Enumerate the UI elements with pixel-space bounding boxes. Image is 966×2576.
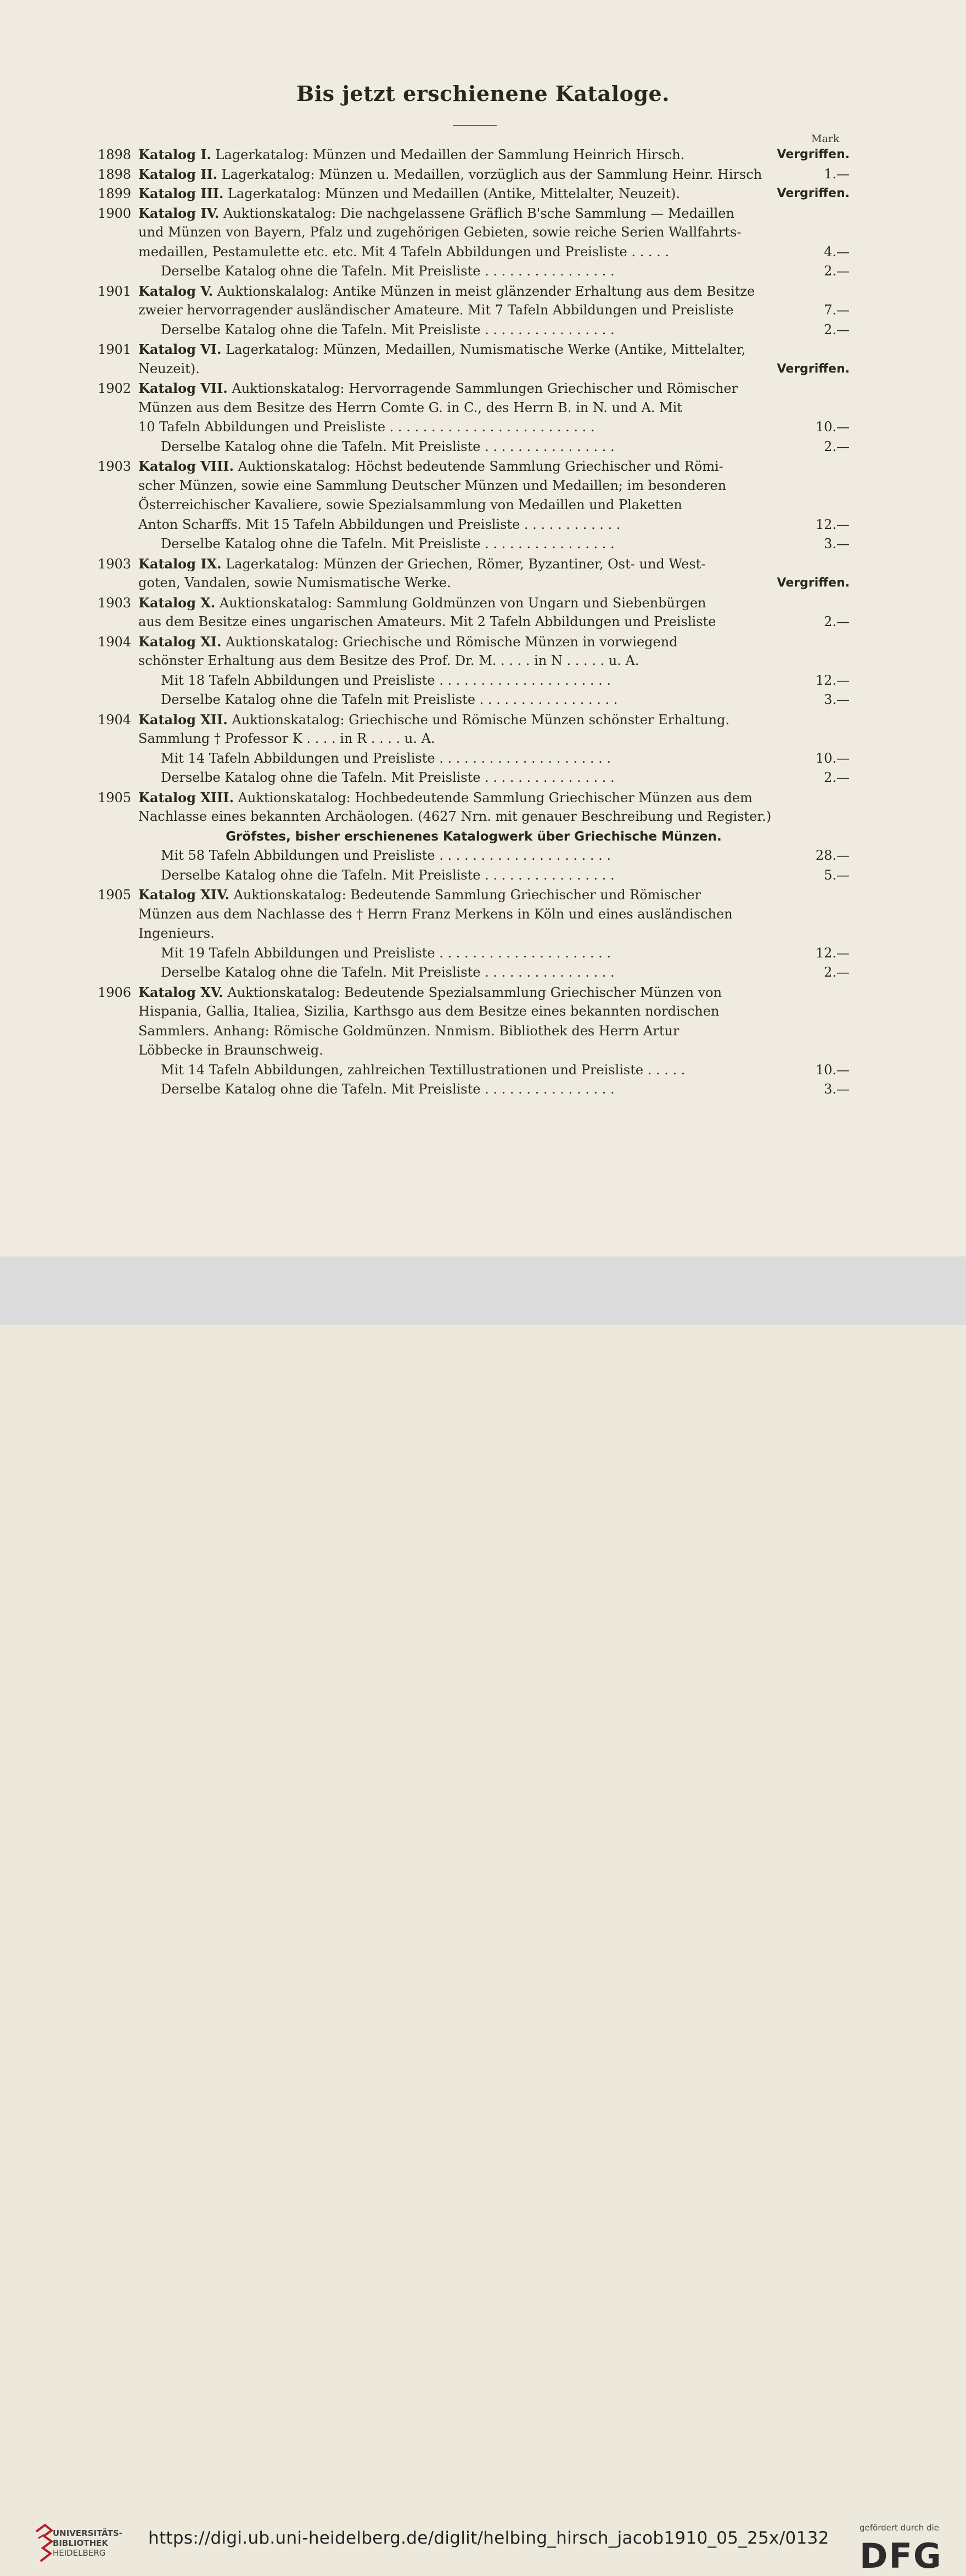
catalog-line xyxy=(98,359,850,379)
line-text: Auktionskatalog: Griechische und Römische Münzen schönster Erhaltung. xyxy=(227,712,730,728)
catalog-line xyxy=(98,632,850,652)
catalog-line xyxy=(98,495,850,515)
library-name-line2: BIBLIOTHEK xyxy=(53,2538,108,2548)
line-text: Derselbe Katalog ohne die Tafeln. Mit Preisliste . . . . . . . . . . . . . . . . xyxy=(161,263,615,279)
line-text: Derselbe Katalog ohne die Tafeln. Mit Preisliste . . . . . . . . . . . . . . . . xyxy=(161,965,615,980)
catalog-line xyxy=(98,320,850,340)
price-column-header: Mark xyxy=(811,133,840,145)
catalog-line xyxy=(98,944,850,963)
line-body xyxy=(138,359,200,379)
library-name xyxy=(53,2528,122,2558)
price-value: 12.— xyxy=(815,516,850,532)
catalog-number: Katalog XIV. xyxy=(138,887,229,903)
line-text: Mit 18 Tafeln Abbildungen und Preisliste . . . . . . . . . . . . . . . . . . . . . xyxy=(161,672,611,688)
line-body xyxy=(138,924,215,944)
catalog-list xyxy=(98,145,850,1100)
line-text: Mit 14 Tafeln Abbildungen und Preisliste . . . . . . . . . . . . . . . . . . . . . xyxy=(161,750,611,766)
price-value: 2.— xyxy=(824,965,850,980)
catalog-line xyxy=(98,963,850,983)
line-body xyxy=(98,983,722,1003)
line-body xyxy=(161,768,615,788)
line-body xyxy=(138,223,741,243)
line-text: Lagerkatalog: Münzen, Medaillen, Numismatische Werke (Antike, Mittelalter, xyxy=(221,342,746,357)
line-text: Löbbecke in Braunschweig. xyxy=(138,1042,323,1058)
line-body xyxy=(161,866,615,886)
catalog-number: Katalog XV. xyxy=(138,984,223,1000)
catalog-line xyxy=(98,651,850,671)
line-text: medaillen, Pestamulette etc. etc. Mit 4 Tafeln Abbildungen und Preisliste . . . . . xyxy=(138,244,670,260)
catalog-line xyxy=(98,204,850,223)
catalog-year: 1898 xyxy=(98,166,132,182)
line-body xyxy=(161,534,615,554)
line-body xyxy=(138,495,682,515)
catalog-year: 1904 xyxy=(98,634,132,650)
line-text: goten, Vandalen, sowie Numismatische Werke. xyxy=(138,575,451,590)
catalog-line xyxy=(98,534,850,554)
line-text: Auktionskatalog: Hervorragende Sammlungen Griechischer und Römischer xyxy=(227,381,738,396)
dfg-logo: DFG xyxy=(860,2536,942,2576)
catalog-line xyxy=(98,476,850,496)
catalog-year: 1903 xyxy=(98,459,132,474)
line-body xyxy=(98,827,850,847)
line-body xyxy=(98,340,745,360)
price-value: 4.— xyxy=(824,244,850,260)
catalog-number: Katalog VIII. xyxy=(138,458,234,474)
catalog-line xyxy=(98,924,850,944)
catalog-line xyxy=(98,515,850,535)
line-text: Derselbe Katalog ohne die Tafeln mit Preisliste . . . . . . . . . . . . . . . . . xyxy=(161,692,618,707)
line-text: Auktionskatalog: Die nachgelassene Gräflich B'sche Sammlung — Medaillen xyxy=(219,205,734,221)
catalog-line xyxy=(98,827,850,847)
catalog-line xyxy=(98,1002,850,1022)
line-text: Derselbe Katalog ohne die Tafeln. Mit Preisliste . . . . . . . . . . . . . . . . xyxy=(161,770,615,785)
catalog-line xyxy=(98,749,850,769)
price-value: 3.— xyxy=(824,536,850,551)
line-text: Mit 19 Tafeln Abbildungen und Preisliste . . . . . . . . . . . . . . . . . . . . . xyxy=(161,945,611,961)
line-body xyxy=(138,418,595,437)
catalog-line xyxy=(98,905,850,925)
library-name-line1: UNIVERSITÄTS- xyxy=(53,2528,122,2538)
line-body xyxy=(161,437,615,457)
catalog-number: Katalog II. xyxy=(138,166,218,182)
catalog-line xyxy=(98,398,850,418)
catalog-line xyxy=(98,184,850,204)
catalog-line xyxy=(98,690,850,710)
line-text: Hispania, Gallia, Italiea, Sizilia, Karthsgo aus dem Besitze eines bekannten nordischen xyxy=(138,1004,720,1019)
price-value: 5.— xyxy=(824,867,850,883)
catalog-year: 1900 xyxy=(98,205,132,221)
catalog-line xyxy=(98,729,850,749)
line-text: aus dem Besitze eines ungarischen Amateurs. Mit 2 Tafeln Abbildungen und Preisliste xyxy=(138,614,716,629)
line-text: Mit 14 Tafeln Abbildungen, zahlreichen Textillustrationen und Preisliste . . . . . xyxy=(161,1062,686,1078)
line-body xyxy=(161,963,615,983)
out-of-print-status: Vergriffen. xyxy=(777,187,850,200)
catalog-line xyxy=(98,1041,850,1061)
line-text: Münzen aus dem Nachlasse des † Herrn Franz Merkens in Köln und eines ausländischen xyxy=(138,906,733,922)
line-text: scher Münzen, sowie eine Sammlung Deutscher Münzen und Medaillen; im besonderen xyxy=(138,477,727,493)
line-body xyxy=(138,612,716,632)
catalog-year: 1901 xyxy=(98,283,132,299)
line-body xyxy=(138,1041,323,1061)
catalog-year: 1906 xyxy=(98,984,132,1000)
line-body xyxy=(161,1061,685,1080)
catalog-line xyxy=(98,165,850,184)
line-text: Auktionskatalog: Griechische und Römische Münzen in vorwiegend xyxy=(221,634,678,650)
line-text: Anton Scharffs. Mit 15 Tafeln Abbildungen und Preisliste . . . . . . . . . . . . xyxy=(138,516,621,532)
line-body xyxy=(161,846,611,866)
library-name-line3: HEIDELBERG xyxy=(53,2548,106,2558)
catalog-line xyxy=(98,612,850,632)
line-body xyxy=(98,788,752,808)
line-body xyxy=(138,398,682,418)
catalog-line xyxy=(98,573,850,593)
catalog-year: 1903 xyxy=(98,556,132,572)
price-value: 12.— xyxy=(815,945,850,961)
price-value: 1.— xyxy=(824,166,850,182)
catalog-line xyxy=(98,281,850,301)
catalog-line xyxy=(98,1061,850,1080)
catalog-line xyxy=(98,456,850,476)
line-text: schönster Erhaltung aus dem Besitze des Prof. Dr. M. . . . . in N . . . . . u. A. xyxy=(138,653,639,668)
line-text: Auktionskatalog: Sammlung Goldmünzen von Ungarn und Siebenbürgen xyxy=(215,595,706,611)
catalog-number: Katalog X. xyxy=(138,594,216,611)
line-body xyxy=(138,807,771,827)
catalog-line xyxy=(98,866,850,886)
catalog-number: Katalog I. xyxy=(138,146,211,162)
title-divider xyxy=(453,125,497,126)
price-value: 2.— xyxy=(824,438,850,454)
line-text: Derselbe Katalog ohne die Tafeln. Mit Preisliste . . . . . . . . . . . . . . . . xyxy=(161,438,615,454)
line-text: Ingenieurs. xyxy=(138,926,215,941)
catalog-line xyxy=(98,554,850,574)
catalog-line xyxy=(98,1022,850,1041)
line-body xyxy=(161,944,611,963)
catalog-number: Katalog III. xyxy=(138,185,224,201)
catalog-line xyxy=(98,1080,850,1100)
funder-label: gefördert durch die xyxy=(860,2523,939,2533)
line-body xyxy=(138,1022,679,1041)
line-body xyxy=(98,145,684,165)
university-library-logo-icon xyxy=(33,2522,55,2566)
line-body xyxy=(138,301,733,320)
catalog-line xyxy=(98,379,850,398)
price-value: 12.— xyxy=(815,672,850,688)
line-body xyxy=(138,476,726,496)
line-body xyxy=(98,632,678,652)
catalog-line xyxy=(98,846,850,866)
line-body xyxy=(98,204,734,224)
catalog-number: Katalog XI. xyxy=(138,633,222,650)
line-text: Auktionskatalog: Höchst bedeutende Sammlung Griechischer und Römi- xyxy=(233,459,723,474)
line-body xyxy=(138,515,620,535)
price-value: 2.— xyxy=(824,263,850,279)
line-body xyxy=(138,651,639,671)
catalog-line xyxy=(98,593,850,613)
price-value: 3.— xyxy=(824,692,850,707)
catalog-line xyxy=(98,788,850,808)
catalog-line xyxy=(98,807,850,827)
line-text: Lagerkatalog: Münzen und Medaillen (Antike, Mittelalter, Neuzeit). xyxy=(223,186,680,201)
line-body xyxy=(138,905,733,925)
line-text: zweier hervorragender ausländischer Amateure. Mit 7 Tafeln Abbildungen und Preisliste xyxy=(138,302,734,318)
catalog-line xyxy=(98,340,850,359)
catalog-line xyxy=(98,145,850,165)
catalog-number: Katalog IV. xyxy=(138,205,220,221)
price-value: 10.— xyxy=(815,419,850,435)
line-text: Lagerkatalog: Münzen der Griechen, Römer, Byzantiner, Ost- und West- xyxy=(221,556,706,572)
price-value: 2.— xyxy=(824,322,850,337)
catalog-number: Katalog XII. xyxy=(138,711,228,728)
line-text: Derselbe Katalog ohne die Tafeln. Mit Preisliste . . . . . . . . . . . . . . . . xyxy=(161,536,615,551)
catalog-line xyxy=(98,983,850,1002)
catalog-number: Katalog IX. xyxy=(138,555,222,572)
out-of-print-status: Vergriffen. xyxy=(777,362,850,376)
line-text: Sammlung † Professor K . . . . in R . . . . u. A. xyxy=(138,731,435,746)
line-text: Auktionskatalog: Bedeutende Spezialsammlung Griechischer Münzen von xyxy=(223,984,722,1000)
line-body xyxy=(138,573,451,593)
catalog-number: Katalog XIII. xyxy=(138,789,234,805)
line-text: Sammlers. Anhang: Römische Goldmünzen. Nnmism. Bibliothek des Herrn Artur xyxy=(138,1023,679,1039)
page-title: Bis jetzt erschienene Kataloge. xyxy=(296,81,670,106)
line-body xyxy=(161,320,615,340)
footer-bar xyxy=(0,1256,966,2576)
line-body xyxy=(161,1080,615,1100)
catalog-year: 1901 xyxy=(98,342,132,357)
catalog-line xyxy=(98,418,850,437)
price-value: 2.— xyxy=(824,614,850,629)
price-value: 2.— xyxy=(824,770,850,785)
line-text: Derselbe Katalog ohne die Tafeln. Mit Preisliste . . . . . . . . . . . . . . . . xyxy=(161,322,615,337)
catalog-page xyxy=(0,0,966,1256)
line-body xyxy=(98,456,723,477)
line-body xyxy=(98,554,705,574)
line-text: Auktionskatalog: Hochbedeutende Sammlung Griechischer Münzen aus dem xyxy=(233,790,752,805)
catalog-year: 1899 xyxy=(98,186,132,201)
line-body xyxy=(98,184,680,204)
catalog-line xyxy=(98,301,850,320)
catalog-line xyxy=(98,885,850,905)
line-text: Auktionskatalog: Bedeutende Sammlung Griechischer und Römischer xyxy=(229,887,701,903)
line-body xyxy=(98,885,701,905)
line-body xyxy=(98,281,755,302)
line-text: Österreichischer Kavaliere, sowie Spezialsammlung von Medaillen und Plaketten xyxy=(138,497,682,512)
line-text: Derselbe Katalog ohne die Tafeln. Mit Preisliste . . . . . . . . . . . . . . . . xyxy=(161,1081,615,1097)
catalog-line xyxy=(98,437,850,457)
line-body xyxy=(161,262,615,281)
line-text: 10 Tafeln Abbildungen und Preisliste . . . . . . . . . . . . . . . . . . . . . . . . . xyxy=(138,419,595,435)
line-body xyxy=(161,671,611,691)
catalog-year: 1903 xyxy=(98,595,132,611)
line-body xyxy=(161,690,617,710)
out-of-print-status: Vergriffen. xyxy=(777,148,850,161)
line-body xyxy=(138,1002,720,1022)
line-body xyxy=(98,710,729,730)
catalog-line xyxy=(98,671,850,691)
line-text: Mit 58 Tafeln Abbildungen und Preisliste . . . . . . . . . . . . . . . . . . . . . xyxy=(161,848,611,863)
catalog-line xyxy=(98,710,850,730)
line-text: und Münzen von Bayern, Pfalz und zugehörigen Gebieten, sowie reiche Serien Wallfahrts- xyxy=(138,224,742,240)
price-value: 7.— xyxy=(824,302,850,318)
line-text: Münzen aus dem Besitze des Herrn Comte G. in C., des Herrn B. in N. und A. Mit xyxy=(138,399,682,415)
line-body xyxy=(98,593,706,613)
catalog-year: 1904 xyxy=(98,712,132,728)
catalog-year: 1905 xyxy=(98,790,132,805)
line-body xyxy=(138,243,669,262)
line-body xyxy=(98,379,738,399)
permalink-url[interactable]: https://digi.ub.uni-heidelberg.de/diglit/helbing_hirsch_jacob1910_05_25x/0132 xyxy=(148,2528,829,2548)
catalog-line xyxy=(98,262,850,281)
line-text: Lagerkatalog: Münzen und Medaillen der Sammlung Heinrich Hirsch. xyxy=(211,147,685,162)
catalog-number: Katalog VI. xyxy=(138,341,222,357)
line-body xyxy=(138,729,435,749)
price-value: 3.— xyxy=(824,1081,850,1097)
line-text: Auktionskalalog: Antike Münzen in meist glänzender Erhaltung aus dem Besitze xyxy=(213,283,755,299)
catalog-year: 1898 xyxy=(98,147,132,162)
catalog-number: Katalog V. xyxy=(138,283,214,299)
price-value: 28.— xyxy=(815,848,850,863)
line-body xyxy=(98,165,762,185)
out-of-print-status: Vergriffen. xyxy=(777,576,850,590)
catalog-line xyxy=(98,768,850,788)
price-value: 10.— xyxy=(815,750,850,766)
catalog-number: Katalog VII. xyxy=(138,380,228,396)
price-value: 10.— xyxy=(815,1062,850,1078)
line-body xyxy=(161,749,611,769)
catalog-year: 1905 xyxy=(98,887,132,903)
line-text: Nachlasse eines bekannten Archäologen. (4627 Nrn. mit genauer Beschreibung und Register.) xyxy=(138,809,772,824)
line-text: Derselbe Katalog ohne die Tafeln. Mit Preisliste . . . . . . . . . . . . . . . . xyxy=(161,867,615,883)
catalog-year: 1902 xyxy=(98,381,132,396)
line-text: Gröfstes, bisher erschienenes Katalogwerk über Griechische Münzen. xyxy=(226,829,722,844)
catalog-line xyxy=(98,223,850,243)
line-text: Lagerkatalog: Münzen u. Medaillen, vorzüglich aus der Sammlung Heinr. Hirsch xyxy=(217,166,762,182)
line-text: Neuzeit). xyxy=(138,360,200,376)
catalog-line xyxy=(98,243,850,262)
